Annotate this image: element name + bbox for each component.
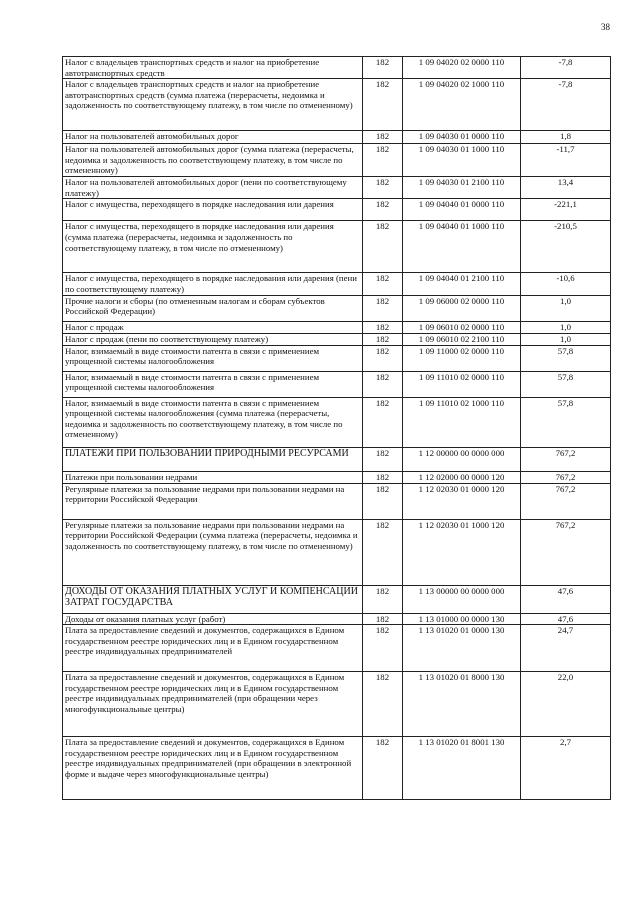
- administrator-code-cell: 182: [363, 737, 403, 800]
- budget-classification-code-cell: 1 09 04040 01 2100 110: [403, 273, 521, 295]
- income-name-cell: Налог с имущества, переходящего в порядке наследования или дарения: [63, 199, 363, 221]
- section-row: [63, 447, 611, 471]
- revenue-table: [62, 56, 611, 800]
- table-row: [63, 397, 611, 447]
- administrator-code-cell: 182: [363, 57, 403, 79]
- administrator-code-cell: 182: [363, 447, 403, 471]
- amount-cell: 767,2: [521, 447, 611, 471]
- administrator-code-cell: 182: [363, 397, 403, 447]
- income-name-cell: Регулярные платежи за пользование недрами при пользовании недрами на территории Российской Федерации: [63, 483, 363, 519]
- amount-cell: 767,2: [521, 483, 611, 519]
- budget-classification-code-cell: 1 13 01000 00 0000 130: [403, 613, 521, 625]
- page-number: 38: [601, 22, 610, 32]
- table-row: [63, 79, 611, 131]
- budget-classification-code-cell: 1 09 06010 02 2100 110: [403, 333, 521, 345]
- income-name-cell: Плата за предоставление сведений и документов, содержащихся в Едином государственном реестре юридических лиц и в Едином государственном реестре индивидуальных предпринимателей (при обращении в электронной форме и выдаче через многофункциональные центры): [63, 737, 363, 800]
- amount-cell: -210,5: [521, 221, 611, 273]
- amount-cell: 57,8: [521, 397, 611, 447]
- amount-cell: 57,8: [521, 371, 611, 397]
- amount-cell: -11,7: [521, 144, 611, 177]
- amount-cell: 47,6: [521, 585, 611, 613]
- amount-cell: 13,4: [521, 177, 611, 199]
- budget-classification-code-cell: 1 13 01020 01 8001 130: [403, 737, 521, 800]
- income-name-cell: Платежи при пользовании недрами: [63, 471, 363, 483]
- income-name-cell: Налог с владельцев транспортных средств и налог на приобретение автотранспортных средств: [63, 57, 363, 79]
- budget-classification-code-cell: 1 09 11010 02 0000 110: [403, 371, 521, 397]
- table-row: [63, 295, 611, 321]
- table-row: [63, 345, 611, 371]
- income-name-cell: Прочие налоги и сборы (по отмененным налогам и сборам субъектов Российской Федерации): [63, 295, 363, 321]
- table-row: [63, 221, 611, 273]
- income-name-cell: Налог с имущества, переходящего в порядке наследования или дарения (сумма платежа (перерасчеты, недоимка и задолженность по соответствующему платежу, в том числе по отмененному): [63, 221, 363, 273]
- budget-classification-code-cell: 1 09 04030 01 2100 110: [403, 177, 521, 199]
- amount-cell: 22,0: [521, 672, 611, 737]
- income-name-cell: Доходы от оказания платных услуг (работ): [63, 613, 363, 625]
- table-row: [63, 625, 611, 672]
- budget-classification-code-cell: 1 13 01020 01 0000 130: [403, 625, 521, 672]
- amount-cell: 767,2: [521, 519, 611, 585]
- administrator-code-cell: 182: [363, 483, 403, 519]
- income-name-cell: Налог с владельцев транспортных средств и налог на приобретение автотранспортных средств (сумма платежа (перерасчеты, недоимка и задолженность по соответствующему платежу, в том числе по отмененному): [63, 79, 363, 131]
- administrator-code-cell: 182: [363, 333, 403, 345]
- budget-classification-code-cell: 1 12 02030 01 0000 120: [403, 483, 521, 519]
- administrator-code-cell: 182: [363, 221, 403, 273]
- budget-classification-code-cell: 1 12 02000 00 0000 120: [403, 471, 521, 483]
- budget-classification-code-cell: 1 13 00000 00 0000 000: [403, 585, 521, 613]
- amount-cell: -221,1: [521, 199, 611, 221]
- table-row: [63, 333, 611, 345]
- administrator-code-cell: 182: [363, 131, 403, 144]
- table-row: [63, 57, 611, 79]
- income-name-cell: Налог, взимаемый в виде стоимости патента в связи с применением упрощенной системы налогообложения (сумма платежа (перерасчеты, недоимка и задолженность по соответствующему платежу, в том числе по отмененному): [63, 397, 363, 447]
- section-row: [63, 585, 611, 613]
- amount-cell: -7,8: [521, 79, 611, 131]
- table-row: [63, 131, 611, 144]
- amount-cell: 57,8: [521, 345, 611, 371]
- budget-classification-code-cell: 1 09 04030 01 0000 110: [403, 131, 521, 144]
- budget-classification-code-cell: 1 09 04020 02 1000 110: [403, 79, 521, 131]
- income-name-cell: Налог на пользователей автомобильных дорог (сумма платежа (перерасчеты, недоимка и задолженность по соответствующему платежу, в том числе по отмененному): [63, 144, 363, 177]
- amount-cell: 24,7: [521, 625, 611, 672]
- income-name-cell: Плата за предоставление сведений и документов, содержащихся в Едином государственном реестре юридических лиц и в Едином государственном реестре индивидуальных предпринимателей (при обращении через многофункциональные центры): [63, 672, 363, 737]
- income-name-cell: Плата за предоставление сведений и документов, содержащихся в Едином государственном реестре юридических лиц и в Едином государственном реестре индивидуальных предпринимателей: [63, 625, 363, 672]
- table-row: [63, 483, 611, 519]
- administrator-code-cell: 182: [363, 625, 403, 672]
- amount-cell: 767,2: [521, 471, 611, 483]
- administrator-code-cell: 182: [363, 295, 403, 321]
- administrator-code-cell: 182: [363, 585, 403, 613]
- administrator-code-cell: 182: [363, 672, 403, 737]
- amount-cell: 1,8: [521, 131, 611, 144]
- amount-cell: 1,0: [521, 321, 611, 333]
- budget-classification-code-cell: 1 09 11000 02 0000 110: [403, 345, 521, 371]
- administrator-code-cell: 182: [363, 471, 403, 483]
- income-name-cell: Налог, взимаемый в виде стоимости патента в связи с применением упрощенной системы налогообложения: [63, 345, 363, 371]
- table-row: [63, 371, 611, 397]
- table-row: [63, 519, 611, 585]
- income-name-cell: Налог с продаж (пени по соответствующему платежу): [63, 333, 363, 345]
- budget-classification-code-cell: 1 09 04040 01 1000 110: [403, 221, 521, 273]
- income-name-cell: Налог на пользователей автомобильных дорог (пени по соответствующему платежу): [63, 177, 363, 199]
- income-name-cell: Налог на пользователей автомобильных дорог: [63, 131, 363, 144]
- table-row: [63, 672, 611, 737]
- income-name-cell: ПЛАТЕЖИ ПРИ ПОЛЬЗОВАНИИ ПРИРОДНЫМИ РЕСУРСАМИ: [63, 447, 363, 471]
- income-name-cell: Налог с продаж: [63, 321, 363, 333]
- budget-classification-code-cell: 1 09 06000 02 0000 110: [403, 295, 521, 321]
- amount-cell: -10,6: [521, 273, 611, 295]
- administrator-code-cell: 182: [363, 371, 403, 397]
- income-name-cell: ДОХОДЫ ОТ ОКАЗАНИЯ ПЛАТНЫХ УСЛУГ И КОМПЕНСАЦИИ ЗАТРАТ ГОСУДАРСТВА: [63, 585, 363, 613]
- administrator-code-cell: 182: [363, 199, 403, 221]
- budget-classification-code-cell: 1 12 00000 00 0000 000: [403, 447, 521, 471]
- table-row: [63, 144, 611, 177]
- income-name-cell: Регулярные платежи за пользование недрами при пользовании недрами на территории Российской Федерации (сумма платежа (перерасчеты, недоимка и задолженность по соответствующему платежу, в том числе по отмененному): [63, 519, 363, 585]
- amount-cell: 47,6: [521, 613, 611, 625]
- budget-classification-code-cell: 1 09 04040 01 0000 110: [403, 199, 521, 221]
- table-row: [63, 471, 611, 483]
- budget-classification-code-cell: 1 09 06010 02 0000 110: [403, 321, 521, 333]
- table-row: [63, 613, 611, 625]
- income-name-cell: Налог, взимаемый в виде стоимости патента в связи с применением упрощенной системы налогообложения: [63, 371, 363, 397]
- administrator-code-cell: 182: [363, 345, 403, 371]
- table-row: [63, 737, 611, 800]
- budget-classification-code-cell: 1 09 04020 02 0000 110: [403, 57, 521, 79]
- budget-classification-code-cell: 1 13 01020 01 8000 130: [403, 672, 521, 737]
- budget-classification-code-cell: 1 09 04030 01 1000 110: [403, 144, 521, 177]
- table-row: [63, 321, 611, 333]
- amount-cell: 1,0: [521, 295, 611, 321]
- budget-classification-code-cell: 1 09 11010 02 1000 110: [403, 397, 521, 447]
- administrator-code-cell: 182: [363, 79, 403, 131]
- amount-cell: -7,8: [521, 57, 611, 79]
- administrator-code-cell: 182: [363, 519, 403, 585]
- income-name-cell: Налог с имущества, переходящего в порядке наследования или дарения (пени по соответствующему платежу): [63, 273, 363, 295]
- administrator-code-cell: 182: [363, 613, 403, 625]
- administrator-code-cell: 182: [363, 273, 403, 295]
- revenue-table-body: [63, 57, 611, 800]
- table-row: [63, 199, 611, 221]
- administrator-code-cell: 182: [363, 177, 403, 199]
- table-row: [63, 177, 611, 199]
- administrator-code-cell: 182: [363, 321, 403, 333]
- budget-classification-code-cell: 1 12 02030 01 1000 120: [403, 519, 521, 585]
- amount-cell: 2,7: [521, 737, 611, 800]
- administrator-code-cell: 182: [363, 144, 403, 177]
- amount-cell: 1,0: [521, 333, 611, 345]
- table-row: [63, 273, 611, 295]
